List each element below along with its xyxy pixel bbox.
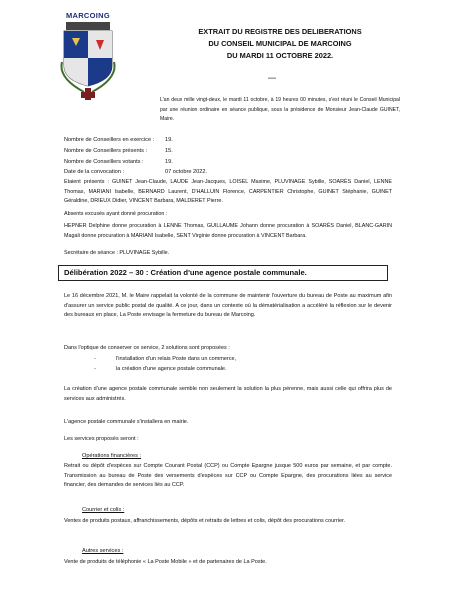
count-label: Nombre de Conseillers votants :	[64, 158, 144, 165]
paragraph-solutions: Dans l'optique de conserver ce service, 2 solutions sont proposées :	[64, 345, 230, 351]
paragraph-context: Le 16 décembre 2021, M. le Maire rappelait la volonté de la commune de maintenir l'ouverture du bureau de Poste au maximum afin d'assurer un service public postal de qualité. A ce jour, dans un contexte où la dématérialisation a accéléré la réflexion sur le devenir des bureaux en place, La Poste envisage la fermeture du bureau de Marcoing.	[64, 293, 392, 319]
crest-town-name: MARCOING	[65, 11, 111, 20]
section-title-financial: Opérations financières :	[82, 453, 142, 459]
list-item	[94, 354, 236, 364]
paragraph-mail: Ventes de produits postaux, affranchissements, dépôts et retraits de lettres et colis, dépôt des procurations courrier.	[64, 518, 346, 524]
list-bullet: -	[94, 366, 96, 372]
list-item	[94, 364, 236, 374]
count-row	[64, 167, 207, 178]
paragraph-financial: Retrait ou dépôt d'espèces sur Compte Courant Postal (CCP) ou Compte Epargne jusque 500 euros par semaine, et par compte. Transmission au bureau de Poste des versements d'espèces sur CCP ou Compte Epargne, des procurations liées au service financier, des demandes de services liés au CCP.	[64, 463, 392, 489]
deliberation-title: Délibération 2022 – 30 : Création d'une agence postale communale.	[58, 265, 388, 281]
count-value: 07 octobre 2022.	[165, 169, 207, 176]
absent-members: HEPNER Delphine donne procuration à LENNE Thomas, GUILLAUME Johann donne procuration à SOARÈS Daniel, BLANC-GARIN Magali donne procuration à MARIANI Isabelle, SENT Virginie donne procuration à VINCENT Barbara.	[64, 223, 392, 239]
count-value: 19.	[165, 137, 173, 143]
section-title-other: Autres services :	[82, 548, 124, 554]
session-secretary: Secrétaire de séance : PLUVINAGE Sybille.	[64, 250, 170, 256]
header-separator: ----	[268, 76, 276, 82]
count-value: 15.	[165, 147, 173, 154]
paragraph-other: Vente de produits de téléphonie « La Poste Mobile » et de partenaires de La Poste.	[64, 559, 267, 565]
present-members: Etaient présents : GUINET Jean-Claude, LAUDE Jean-Jacques, LOISEL Maxime, PLUVINAGE Sybille, SOARÈS Daniel, LENNE Thomas, MARIANI Isabelle, BERNARD Laurent, D'HALLUIN Florence, CARPENTIER Christophe, GUINET Stéphanie, GUINET Géraldine, DRIEUX Didier, VINCENT Barbara, MALDERET Pierre.	[64, 179, 392, 205]
header-line-2: DU CONSEIL MUNICIPAL DE MARCOING	[208, 39, 352, 48]
paragraph-location: L'agence postale communale s'installera en mairie.	[64, 419, 189, 425]
list-item-text: la création d'une agence postale communale.	[116, 366, 227, 372]
count-row	[64, 135, 207, 146]
count-value: 19.	[165, 158, 173, 165]
count-label: Date de la convocation :	[64, 169, 125, 176]
intro-paragraph: L'an deux mille vingt-deux, le mardi 11 octobre, à 19 heures 00 minutes, s'est réuni le Conseil Municipal par une réunion ordinaire en séance publique, sous la présidence de Monsieur Jean-Claude GUINET, Maire.	[160, 97, 400, 123]
list-bullet: -	[94, 356, 96, 362]
paragraph-choice: La création d'une agence postale communale semble non seulement la solution la plus pérenne, mais aussi celle qui offrira plus de services aux administrés.	[64, 386, 392, 402]
count-label: Nombre de Conseillers en exercice :	[64, 137, 155, 143]
header-line-3: DU MARDI 11 OCTOBRE 2022.	[226, 51, 334, 60]
header-line-1: EXTRAIT DU REGISTRE DES DELIBERATIONS	[198, 27, 362, 36]
paragraph-services-intro: Les services proposés seront :	[64, 436, 139, 442]
absent-title: Absents excusés ayant donné procuration :	[64, 211, 168, 217]
section-title-mail: Courrier et colis :	[82, 507, 125, 513]
document-header	[190, 26, 370, 62]
coat-of-arms-icon	[58, 22, 118, 100]
count-label: Nombre de Conseillers présents :	[64, 147, 148, 154]
council-counts	[64, 135, 207, 178]
count-row	[64, 146, 207, 157]
count-row	[64, 157, 207, 168]
solutions-list	[94, 354, 236, 374]
list-item-text: l'installation d'un relais Poste dans un commerce,	[116, 356, 237, 362]
